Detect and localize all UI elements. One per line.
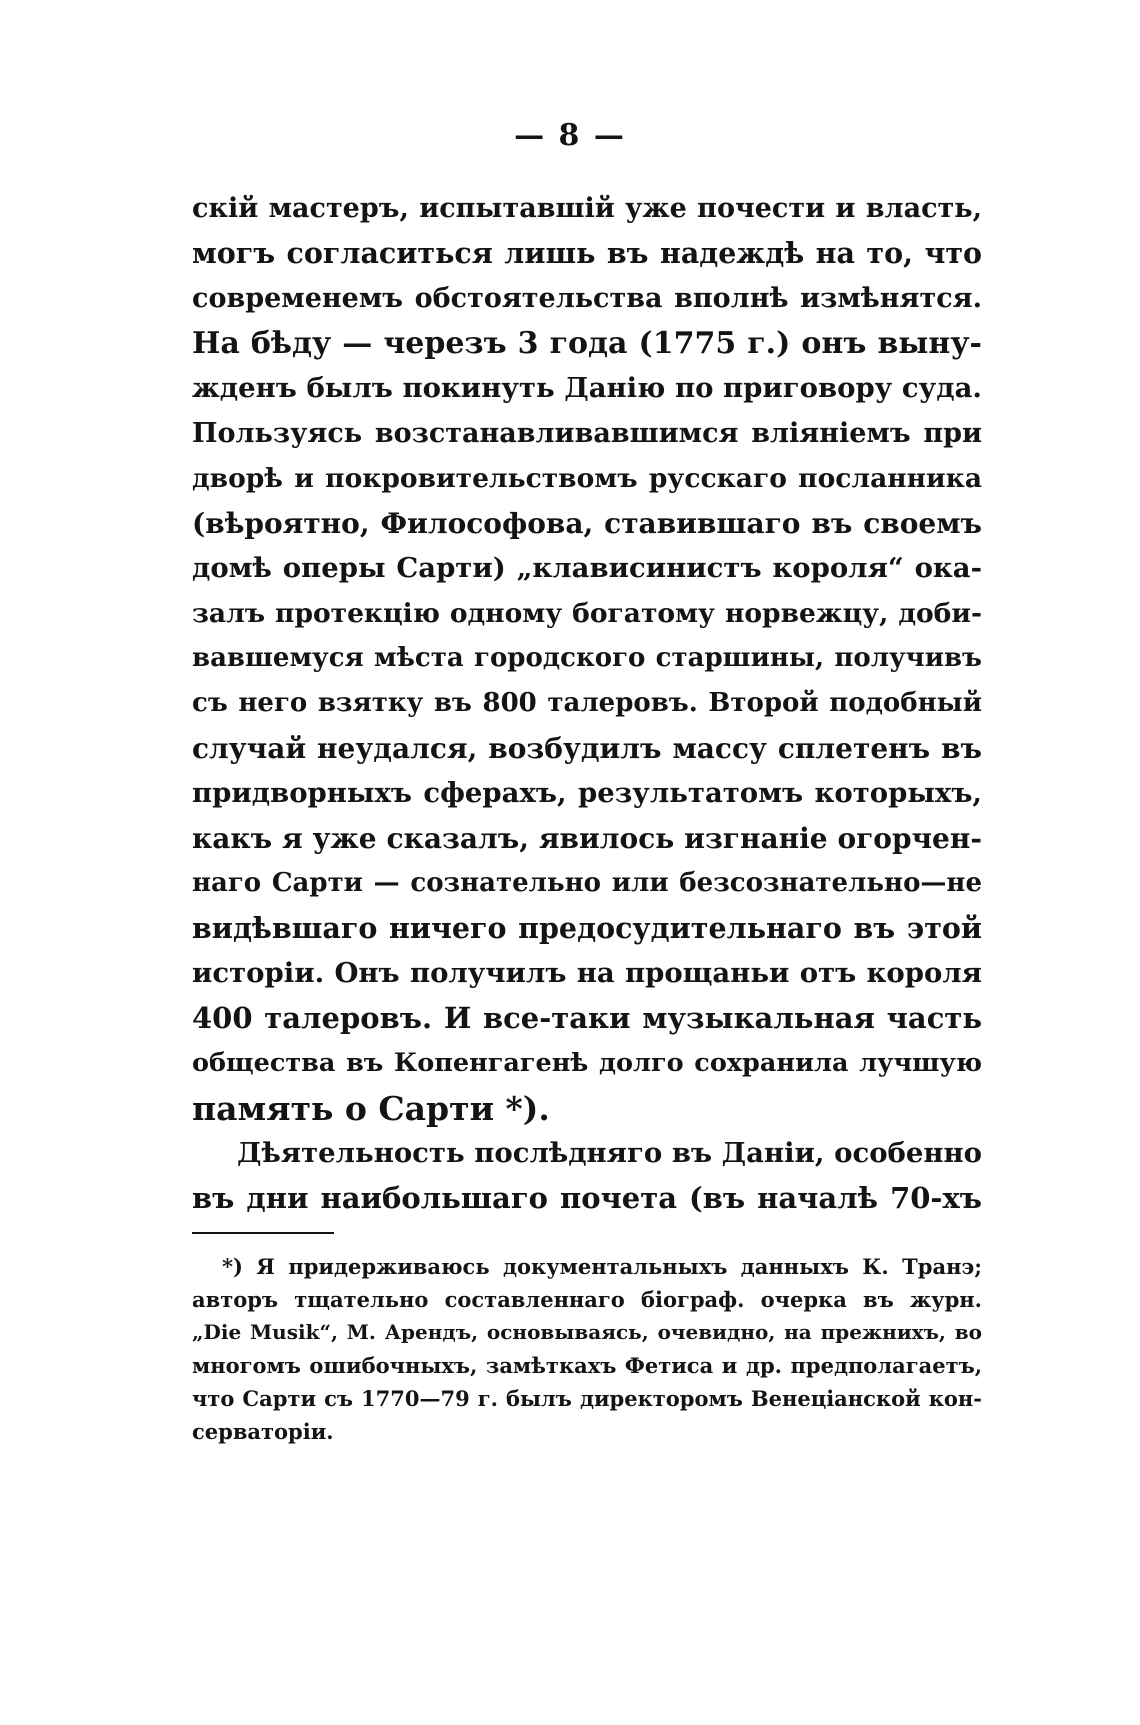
text-line: наго Сарти — сознательно или безсознательно—не <box>192 868 982 898</box>
text-line: въ дни наибольшаго почета (въ началѣ 70-хъ <box>192 1181 982 1215</box>
text-line: какъ я уже сказалъ, явилось изгнаніе огорчен- <box>192 822 982 855</box>
footnote-line: „Die Musik“, М. Арендъ, основываясь, очевидно, на прежнихъ, во <box>192 1320 982 1344</box>
text-line: Дѣятельность послѣдняго въ Даніи, особенно <box>237 1137 982 1169</box>
text-line: жденъ былъ покинуть Данію по приговору суда. <box>192 372 982 404</box>
page-number: — 8 — <box>514 118 626 153</box>
text-line: На бѣду — черезъ 3 года (1775 г.) онъ выну- <box>192 326 982 361</box>
text-line: общества въ Копенгагенѣ долго сохранила лучшую <box>192 1048 982 1078</box>
text-line: скій мастеръ, испытавшій уже почести и власть, <box>192 193 982 224</box>
text-line: исторіи. Онъ получилъ на прощаньи отъ короля <box>192 957 982 989</box>
text-line: Пользуясь возстанавливавшимся вліяніемъ при <box>192 418 982 449</box>
text-line: дворѣ и покровительствомъ русскаго посланника <box>192 463 982 494</box>
text-line: придворныхъ сферахъ, результатомъ которыхъ, <box>192 777 982 809</box>
text-line: вавшемуся мѣста городского старшины, получивъ <box>192 643 982 673</box>
text-line: память о Сарти *). <box>192 1089 550 1128</box>
footnote-line: многомъ ошибочныхъ, замѣткахъ Фетиса и др. предполагаетъ, <box>192 1353 982 1378</box>
text-line: случай неудался, возбудилъ массу сплетенъ въ <box>192 732 982 765</box>
text-line: современемъ обстоятельства вполнѣ измѣнятся. <box>192 283 982 314</box>
text-line: 400 талеровъ. И все-таки музыкальная часть <box>192 1001 982 1035</box>
text-line: (вѣроятно, Философова, ставившаго въ своемъ <box>192 507 982 540</box>
footnote-separator <box>192 1232 334 1234</box>
footnote-block <box>192 1250 982 1448</box>
footnote-line: что Сарти съ 1770—79 г. былъ директоромъ Венеціанской кон- <box>192 1386 982 1411</box>
text-line: домѣ оперы Сарти) „клависинистъ короля“ ока- <box>192 552 982 584</box>
footnote-line: авторъ тщательно составленнаго біограф. очерка въ журн. <box>192 1287 982 1312</box>
footnote-line: серваторіи. <box>192 1419 334 1444</box>
text-line: видѣвшаго ничего предосудительнаго въ этой <box>192 911 982 945</box>
text-line: залъ протекцію одному богатому норвежцу, доби- <box>192 598 982 629</box>
text-line: могъ согласиться лишь въ надеждѣ на то, что <box>192 236 982 270</box>
text-line: съ него взятку въ 800 талеровъ. Второй подобный <box>192 688 982 718</box>
footnote-line: *) Я придерживаюсь документальныхъ данныхъ К. Транэ; <box>222 1254 982 1279</box>
main-text-block <box>192 186 982 1221</box>
